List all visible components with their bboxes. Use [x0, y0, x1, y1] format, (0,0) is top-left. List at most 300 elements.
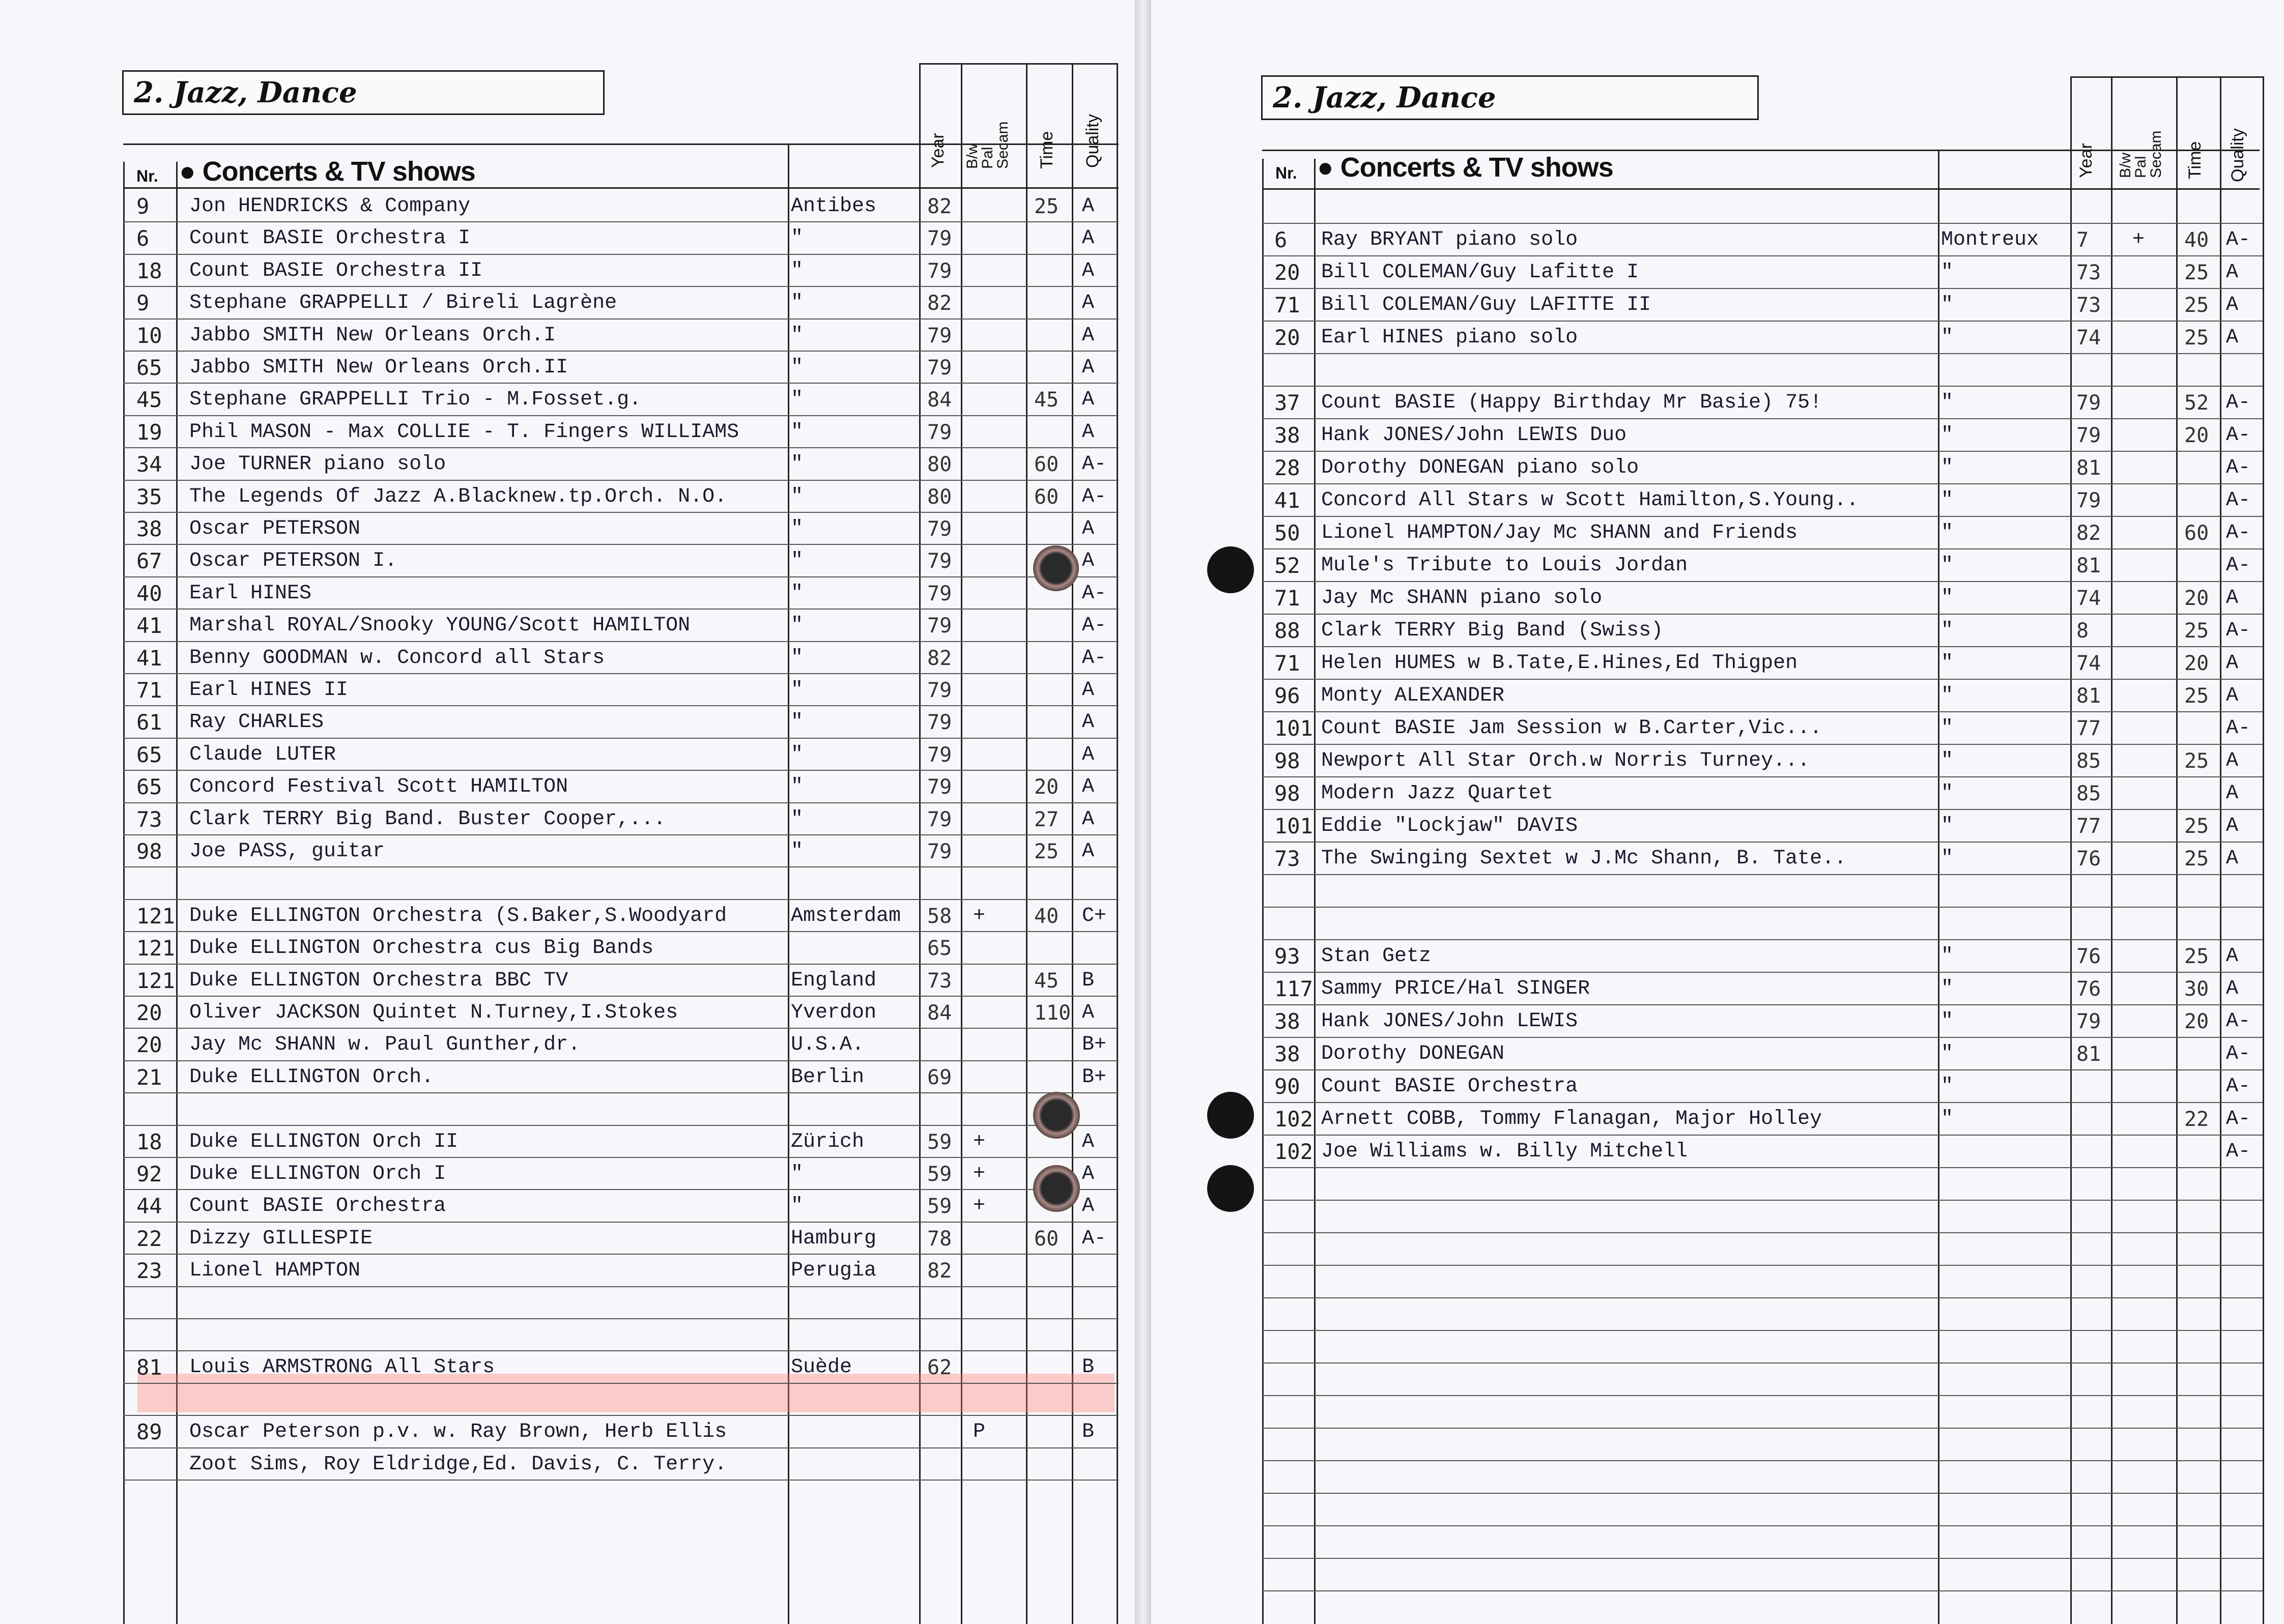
- punch-hole: [1207, 546, 1254, 593]
- entry-location: ": [1941, 554, 1954, 577]
- entry-number: 61: [136, 710, 162, 735]
- entry-location: ": [1941, 456, 1954, 479]
- entry-year: 77: [2076, 717, 2101, 740]
- entry-location: ": [1941, 1010, 1954, 1033]
- entry-title: Earl HINES piano solo: [1321, 326, 1578, 349]
- entry-title: Count BASIE Jam Session w B.Carter,Vic...: [1321, 717, 1822, 740]
- entry-quality: A: [2226, 261, 2239, 284]
- table-row: [1151, 1525, 2284, 1558]
- entry-quality: A-: [2226, 1108, 2251, 1130]
- table-row: [1151, 711, 2284, 744]
- entry-title: Count BASIE Orchestra I: [189, 227, 471, 250]
- entry-quality: A: [1082, 420, 1095, 444]
- entry-location: Perugia: [791, 1259, 877, 1283]
- entry-quality: A: [2226, 782, 2239, 805]
- entry-number: 121: [136, 936, 175, 961]
- entry-title: Eddie "Lockjaw" DAVIS: [1321, 815, 1578, 837]
- table-row: [1151, 1069, 2284, 1102]
- table-row: [1151, 776, 2284, 809]
- entry-year: 81: [2076, 1042, 2101, 1066]
- entry-quality: A: [2226, 945, 2239, 968]
- entry-quality: A-: [1082, 614, 1107, 637]
- entry-year: 79: [927, 259, 952, 283]
- header-bottom-line: [1262, 188, 2260, 190]
- header-year: Year: [928, 133, 948, 168]
- entry-title: Joe Williams w. Billy Mitchell: [1321, 1140, 1688, 1163]
- table-row: [1151, 321, 2284, 353]
- entry-title: Count BASIE Orchestra: [189, 1195, 446, 1218]
- entry-title: The Legends Of Jazz A.Blacknew.tp.Orch. N.O.: [189, 485, 727, 508]
- entry-quality: A: [1082, 388, 1095, 412]
- table-row: [0, 221, 1135, 254]
- entry-year: 59: [927, 1163, 952, 1186]
- entry-title: Jabbo SMITH New Orleans Orch.I: [189, 324, 556, 347]
- entry-year: 79: [927, 517, 952, 541]
- entry-year: 77: [2076, 815, 2101, 838]
- entry-time: 40: [1034, 904, 1059, 928]
- left-page: [0, 0, 1135, 1624]
- entry-year: 73: [2076, 294, 2101, 317]
- entry-location: ": [1941, 1042, 1954, 1065]
- entry-number: 71: [136, 678, 162, 703]
- entry-quality: B: [1082, 969, 1095, 992]
- punch-hole: [1033, 545, 1079, 591]
- entry-time: 25: [2184, 749, 2209, 773]
- table-row: [0, 480, 1135, 512]
- entry-number: 41: [1274, 488, 1300, 513]
- entry-number: 44: [136, 1194, 162, 1219]
- entry-time: 60: [1034, 453, 1059, 477]
- entry-location: ": [1941, 619, 1954, 642]
- entry-quality: A-: [2226, 717, 2251, 740]
- entry-year: 79: [927, 679, 952, 702]
- entry-location: ": [1941, 945, 1954, 968]
- entry-quality: A-: [1082, 1227, 1107, 1250]
- table-row: [0, 383, 1135, 415]
- entry-number: 23: [136, 1258, 162, 1284]
- entry-title: Duke ELLINGTON Orchestra (S.Baker,S.Woodyard: [189, 904, 727, 927]
- entry-title: The Swinging Sextet w J.Mc Shann, B. Tate..: [1321, 847, 1847, 870]
- table-row: [1151, 223, 2284, 255]
- header-bottom-line: [123, 187, 1119, 189]
- entry-location: ": [791, 743, 804, 766]
- entry-title: Arnett COBB, Tommy Flanagan, Major Holley: [1321, 1108, 1822, 1130]
- table-row: [1151, 972, 2284, 1004]
- entry-year: 79: [927, 711, 952, 735]
- table-row: [1151, 874, 2284, 907]
- entry-number: 20: [136, 1032, 162, 1058]
- entry-location: ": [1941, 521, 1954, 544]
- entry-quality: A-: [2226, 554, 2251, 577]
- entry-number: 71: [1274, 293, 1300, 317]
- entry-location: ": [1941, 782, 1954, 805]
- table-row: [0, 1028, 1135, 1060]
- entry-title: Modern Jazz Quartet: [1321, 782, 1554, 805]
- entry-location: ": [1941, 977, 1954, 1000]
- entry-number: 52: [1274, 553, 1300, 578]
- table-row: [1151, 483, 2284, 516]
- header-category: ● Concerts & TV shows: [1317, 152, 1613, 183]
- entry-title: Marshal ROYAL/Snooky YOUNG/Scott HAMILTON: [189, 614, 691, 637]
- entry-title: Duke ELLINGTON Orch.: [189, 1065, 434, 1089]
- entry-location: Amsterdam: [791, 904, 901, 927]
- table-row: [1151, 1135, 2284, 1167]
- table-row: [0, 1350, 1135, 1383]
- entry-location: Montreux: [1941, 228, 2039, 251]
- entry-quality: A-: [2226, 456, 2251, 479]
- table-row: [0, 802, 1135, 835]
- entry-year: 73: [2076, 261, 2101, 284]
- entry-title: Joe TURNER piano solo: [189, 453, 446, 476]
- entry-location: ": [1941, 652, 1954, 675]
- entry-time: 20: [2184, 587, 2209, 610]
- entry-title: Stephane GRAPPELLI / Bireli Lagrène: [189, 292, 617, 315]
- entry-quality: A: [1082, 807, 1095, 831]
- table-row: [1151, 386, 2284, 418]
- entry-time: 60: [2184, 521, 2209, 545]
- entry-location: ": [791, 1163, 804, 1185]
- entry-title: Monty ALEXANDER: [1321, 684, 1505, 707]
- entry-quality: A: [1082, 292, 1095, 315]
- entry-title: Jay Mc SHANN w. Paul Gunther,dr.: [189, 1033, 581, 1057]
- table-row: [1151, 418, 2284, 451]
- table-row: [0, 641, 1135, 674]
- table-row: [0, 286, 1135, 318]
- punch-hole: [1207, 1165, 1254, 1212]
- entry-time: 20: [2184, 652, 2209, 675]
- entry-time: 45: [1034, 388, 1059, 412]
- punch-hole: [1033, 1092, 1080, 1139]
- entry-time: 60: [1034, 485, 1059, 509]
- entry-title: Oscar PETERSON: [189, 517, 361, 540]
- entry-number: 98: [1274, 748, 1300, 773]
- entry-number: 38: [1274, 1009, 1300, 1034]
- entry-number: 65: [136, 774, 162, 800]
- entry-title: Stan Getz: [1321, 945, 1432, 968]
- entry-time: 27: [1034, 807, 1059, 831]
- entry-year: 82: [2076, 521, 2101, 545]
- header-top-line: [123, 143, 1119, 145]
- entry-format: +: [973, 1163, 986, 1185]
- entry-quality: A-: [1082, 453, 1107, 476]
- entry-year: 76: [2076, 945, 2101, 968]
- entry-time: 25: [2184, 847, 2209, 871]
- entry-title: Ray BRYANT piano solo: [1321, 228, 1578, 251]
- entry-number: 41: [136, 613, 162, 639]
- entry-year: 79: [927, 549, 952, 573]
- entry-number: 18: [136, 1129, 162, 1154]
- table-row: [0, 1318, 1135, 1351]
- entry-number: 20: [1274, 325, 1300, 350]
- entry-title: Bill COLEMAN/Guy LAFITTE II: [1321, 294, 1651, 316]
- entry-quality: A: [2226, 815, 2239, 837]
- entry-quality: B: [1082, 1420, 1095, 1444]
- entry-year: 65: [927, 937, 952, 961]
- table-row: [0, 964, 1135, 996]
- entry-quality: A: [1082, 840, 1095, 863]
- entry-number: 71: [1274, 586, 1300, 611]
- entry-quality: A-: [2226, 619, 2251, 642]
- entry-number: 22: [136, 1226, 162, 1251]
- entry-title: Dorothy DONEGAN: [1321, 1042, 1505, 1065]
- entry-title: Count BASIE (Happy Birthday Mr Basie) 75!: [1321, 391, 1822, 414]
- entry-quality: A: [1082, 324, 1095, 347]
- entry-title: Earl HINES II: [189, 679, 349, 702]
- entry-quality: A: [2226, 977, 2239, 1000]
- entry-title: Helen HUMES w B.Tate,E.Hines,Ed Thigpen: [1321, 652, 1798, 675]
- entry-number: 20: [136, 1000, 162, 1025]
- entry-quality: A: [1082, 743, 1095, 766]
- entry-time: 20: [2184, 1010, 2209, 1033]
- entry-quality: A: [1082, 679, 1095, 702]
- entry-time: 25: [2184, 326, 2209, 350]
- entry-number: 6: [1274, 227, 1288, 252]
- entry-time: 110: [1034, 1001, 1071, 1025]
- entry-year: 84: [927, 388, 952, 412]
- entry-year: 79: [927, 775, 952, 799]
- entry-location: ": [791, 485, 804, 508]
- header-time: Time: [2185, 141, 2205, 179]
- entry-location: U.S.A.: [791, 1033, 865, 1057]
- entry-number: 50: [1274, 520, 1300, 545]
- table-row: [1151, 1200, 2284, 1232]
- header-time: Time: [1037, 131, 1057, 169]
- entry-quality: A: [1082, 195, 1095, 218]
- entry-location: Zürich: [791, 1130, 865, 1153]
- table-row: [0, 899, 1135, 932]
- entry-number: 90: [1274, 1074, 1300, 1099]
- table-row: [1151, 1037, 2284, 1069]
- table-row: [0, 1447, 1135, 1480]
- entry-title: Count BASIE Orchestra: [1321, 1075, 1578, 1098]
- table-row: [1151, 1232, 2284, 1265]
- entry-year: 81: [2076, 684, 2101, 708]
- entry-title: Zoot Sims, Roy Eldridge,Ed. Davis, C. Terry.: [189, 1453, 727, 1476]
- entry-location: ": [1941, 424, 1954, 447]
- entry-year: 8: [2076, 619, 2089, 643]
- entry-quality: A: [2226, 847, 2239, 870]
- entry-quality: A: [2226, 294, 2239, 316]
- entry-title: Mule's Tribute to Louis Jordan: [1321, 554, 1688, 577]
- entry-location: ": [791, 259, 804, 282]
- entry-year: 85: [2076, 749, 2101, 773]
- entry-location: ": [791, 227, 804, 250]
- table-row: [1151, 1265, 2284, 1297]
- table-row: [1151, 1395, 2284, 1428]
- entry-title: Jay Mc SHANN piano solo: [1321, 587, 1603, 610]
- entry-year: 79: [927, 227, 952, 251]
- entry-location: Hamburg: [791, 1227, 877, 1250]
- entry-year: 62: [927, 1356, 952, 1380]
- table-row: [0, 544, 1135, 576]
- entry-number: 102: [1274, 1107, 1313, 1132]
- entry-location: ": [791, 646, 804, 670]
- entry-location: ": [791, 807, 804, 831]
- entry-time: 45: [1034, 969, 1059, 993]
- entry-title: Concord All Stars w Scott Hamilton,S.Young..: [1321, 489, 1859, 512]
- table-row: [0, 673, 1135, 706]
- entry-year: 7: [2076, 228, 2089, 252]
- entry-location: ": [1941, 261, 1954, 284]
- entry-quality: A: [1082, 549, 1095, 573]
- entry-quality: A: [1082, 227, 1095, 250]
- header-top-line: [1262, 150, 2260, 151]
- table-row: [0, 1286, 1135, 1319]
- entry-number: 98: [1274, 781, 1300, 806]
- table-row: [0, 608, 1135, 641]
- row-line: [1262, 1590, 2263, 1591]
- entry-quality: A: [2226, 326, 2239, 349]
- entry-year: 80: [927, 485, 952, 509]
- entry-location: ": [1941, 326, 1954, 349]
- table-row: [0, 1125, 1135, 1157]
- table-row: [1151, 1004, 2284, 1037]
- entry-quality: A: [2226, 749, 2239, 772]
- entry-number: 37: [1274, 390, 1300, 415]
- entry-time: 52: [2184, 391, 2209, 415]
- entry-year: 79: [927, 324, 952, 347]
- table-row: [0, 1092, 1135, 1125]
- entry-year: 73: [927, 969, 952, 993]
- entry-number: 19: [136, 419, 162, 445]
- entry-location: ": [1941, 391, 1954, 414]
- table-row: [0, 189, 1135, 222]
- entry-quality: A: [1082, 1163, 1095, 1185]
- entry-year: 58: [927, 904, 952, 928]
- entry-title: Dorothy DONEGAN piano solo: [1321, 456, 1639, 479]
- entry-title: Clark TERRY Big Band (Swiss): [1321, 619, 1664, 642]
- entry-time: 25: [1034, 840, 1059, 863]
- entry-title: Earl HINES: [189, 582, 312, 605]
- entry-number: 40: [136, 581, 162, 606]
- entry-location: ": [1941, 815, 1954, 837]
- entry-location: Suède: [791, 1356, 852, 1379]
- entry-quality: A-: [2226, 391, 2251, 414]
- punch-hole: [1033, 1165, 1080, 1212]
- entry-time: 25: [2184, 815, 2209, 838]
- entry-title: Ray CHARLES: [189, 711, 324, 734]
- entry-location: ": [791, 679, 804, 702]
- entry-number: 9: [136, 194, 150, 219]
- entry-title: Bill COLEMAN/Guy Lafitte I: [1321, 261, 1639, 284]
- table-row: [0, 1383, 1135, 1415]
- entry-location: ": [1941, 1108, 1954, 1130]
- entry-quality: A: [1082, 1001, 1095, 1024]
- entry-time: 20: [1034, 775, 1059, 799]
- table-row: [1151, 907, 2284, 939]
- entry-number: 101: [1274, 716, 1313, 741]
- entry-title: Duke ELLINGTON Orchestra cus Big Bands: [189, 937, 654, 960]
- col-header-top: [2070, 76, 2264, 78]
- entry-title: Phil MASON - Max COLLIE - T. Fingers WILLIAMS: [189, 420, 739, 444]
- entry-number: 18: [136, 258, 162, 283]
- table-row: [1151, 939, 2284, 972]
- entry-quality: A-: [2226, 489, 2251, 512]
- entry-number: 121: [136, 903, 175, 929]
- entry-title: Oscar PETERSON I.: [189, 549, 397, 573]
- entry-title: Duke ELLINGTON Orch I: [189, 1163, 446, 1185]
- entry-year: 82: [927, 292, 952, 315]
- entry-year: 69: [927, 1065, 952, 1089]
- entry-quality: A: [2226, 684, 2239, 707]
- entry-location: ": [791, 711, 804, 734]
- table-row: [0, 1415, 1135, 1447]
- entry-quality: A: [1082, 259, 1095, 282]
- table-row: [1151, 842, 2284, 874]
- entry-location: ": [1941, 717, 1954, 740]
- entry-number: 102: [1274, 1139, 1313, 1164]
- entry-year: 79: [927, 420, 952, 444]
- entry-number: 67: [136, 548, 162, 574]
- entry-title: Hank JONES/John LEWIS: [1321, 1010, 1578, 1033]
- col-header-top: [919, 63, 1118, 65]
- entry-year: 79: [927, 807, 952, 831]
- entry-year: 84: [927, 1001, 952, 1025]
- entry-time: 25: [2184, 684, 2209, 708]
- header-bw-pal-secam: B/w Pal Secam: [964, 121, 1011, 169]
- entry-location: ": [791, 614, 804, 637]
- entry-location: England: [791, 969, 877, 992]
- entry-year: 82: [927, 195, 952, 218]
- entry-format: +: [973, 1130, 986, 1153]
- table-row: [0, 738, 1135, 770]
- entry-title: Louis ARMSTRONG All Stars: [189, 1356, 495, 1379]
- entry-title: Count BASIE Orchestra II: [189, 259, 483, 282]
- entry-location: ": [791, 453, 804, 476]
- entry-location: Berlin: [791, 1065, 865, 1089]
- table-row: [0, 415, 1135, 448]
- entry-number: 73: [136, 806, 162, 832]
- entry-year: 79: [2076, 391, 2101, 415]
- entry-quality: C+: [1082, 904, 1107, 927]
- entry-number: 28: [1274, 455, 1300, 480]
- entry-number: 65: [136, 355, 162, 380]
- entry-title: Oscar Peterson p.v. w. Ray Brown, Herb Ellis: [189, 1420, 727, 1444]
- entry-number: 81: [136, 1355, 162, 1380]
- entry-year: 79: [927, 582, 952, 605]
- entry-number: 34: [136, 452, 162, 477]
- entry-number: 38: [136, 516, 162, 541]
- table-row: [1151, 1362, 2284, 1395]
- entry-year: 82: [927, 1259, 952, 1283]
- entry-title: Hank JONES/John LEWIS Duo: [1321, 424, 1627, 447]
- entry-number: 45: [136, 387, 162, 413]
- entry-title: Duke ELLINGTON Orch II: [189, 1130, 459, 1153]
- entry-year: 74: [2076, 652, 2101, 675]
- entry-time: 30: [2184, 977, 2209, 1001]
- entry-number: 117: [1274, 976, 1313, 1001]
- table-row: [1151, 1428, 2284, 1460]
- table-row: [1151, 516, 2284, 548]
- entry-time: 25: [2184, 294, 2209, 317]
- entry-location: ": [791, 356, 804, 379]
- entry-number: 38: [1274, 423, 1300, 448]
- entry-quality: A: [1082, 711, 1095, 734]
- entry-time: 25: [2184, 619, 2209, 643]
- entry-location: ": [791, 420, 804, 444]
- table-row: [0, 996, 1135, 1028]
- table-row: [1151, 679, 2284, 711]
- entry-year: 81: [2076, 456, 2101, 480]
- entry-title: Sammy PRICE/Hal SINGER: [1321, 977, 1590, 1000]
- entry-year: 79: [927, 356, 952, 380]
- table-row: [1151, 1297, 2284, 1330]
- entry-year: 79: [927, 743, 952, 767]
- table-row: [0, 318, 1135, 351]
- entry-time: 60: [1034, 1227, 1059, 1251]
- entry-number: 121: [136, 968, 175, 993]
- header-nr: Nr.: [1275, 164, 1297, 182]
